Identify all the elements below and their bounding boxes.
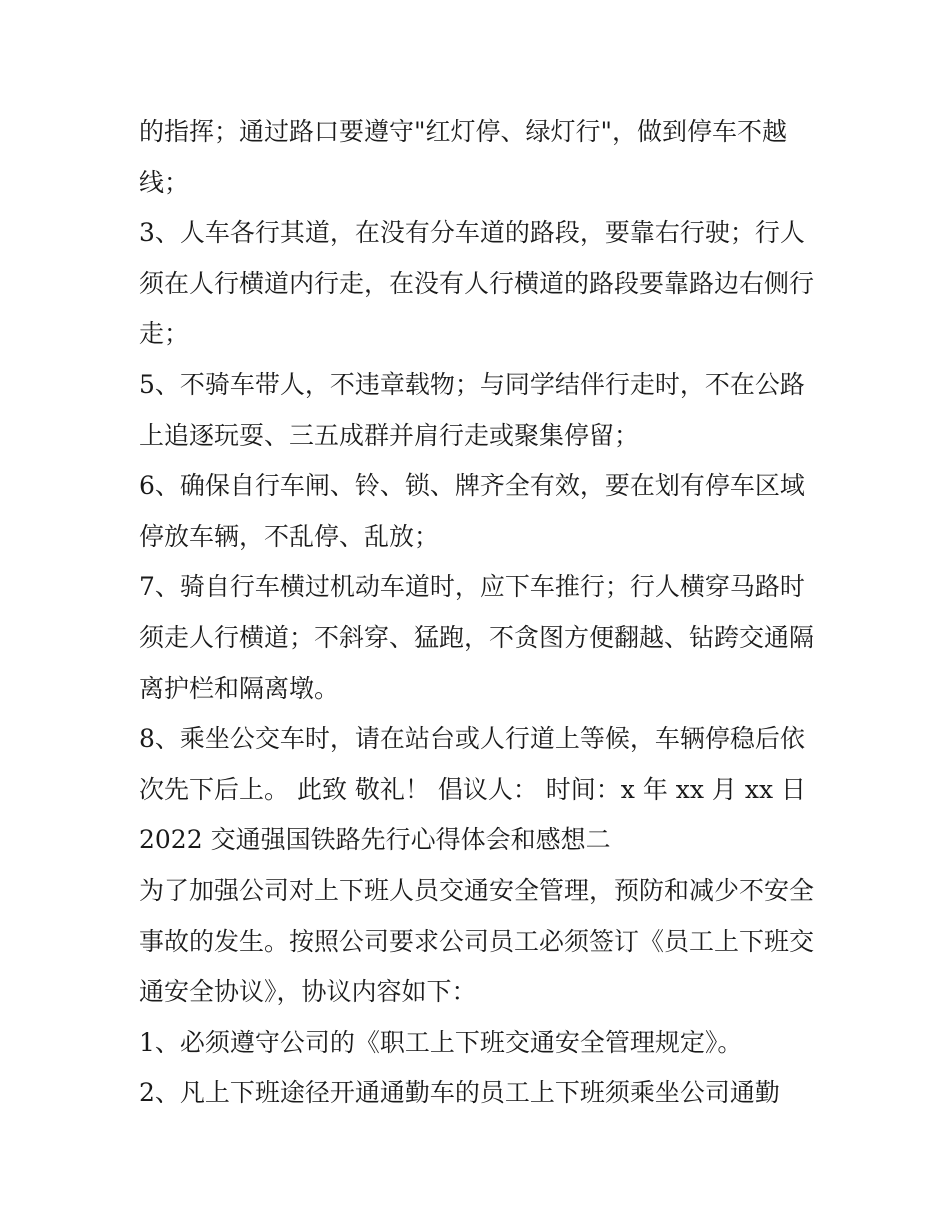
text-line: 上追逐玩耍、三五成群并肩行走或聚集停留；	[139, 420, 640, 450]
text-line: 8、乘坐公交车时，请在站台或人行道上等候，车辆停稳后依	[139, 724, 805, 754]
text-line: 停放车辆，不乱停、乱放；	[139, 521, 440, 551]
text-line: 5、不骑车带人，不违章载物；与同学结伴行走时，不在公路	[139, 369, 805, 399]
text-line: 须走人行横道；不斜穿、猛跑，不贪图方便翻越、钻跨交通隔	[139, 622, 815, 652]
text-line: 次先下后上。 此致 敬礼！ 倡议人： 时间：x 年 xx 月 xx 日	[139, 774, 807, 804]
text-line: 线；	[139, 167, 190, 197]
text-line: 须在人行横道内行走，在没有人行横道的路段要靠路边右侧行	[139, 268, 815, 298]
text-line: 2、凡上下班途径开通通勤车的员工上下班须乘坐公司通勤	[139, 1078, 780, 1108]
text-line: 1、必须遵守公司的《职工上下班交通安全管理规定》。	[139, 1027, 743, 1057]
text-line: 的指挥；通过路口要遵守"红灯停、绿灯行"，做到停车不越	[139, 117, 788, 146]
text-line: 为了加强公司对上下班人员交通安全管理，预防和减少不安全	[139, 875, 815, 905]
document-body	[139, 107, 819, 1119]
section-heading: 2022 交通强国铁路先行心得体会和感想二	[139, 825, 611, 855]
text-line: 6、确保自行车闸、铃、锁、牌齐全有效，要在划有停车区域	[139, 471, 805, 501]
text-line: 3、人车各行其道，在没有分车道的路段，要靠右行驶；行人	[139, 218, 805, 248]
text-line: 通安全协议》，协议内容如下：	[139, 977, 477, 1007]
text-line: 事故的发生。按照公司要求公司员工必须签订《员工上下班交	[139, 926, 815, 956]
text-line: 7、骑自行车横过机动车道时，应下车推行；行人横穿马路时	[139, 572, 805, 602]
text-line: 离护栏和隔离墩。	[139, 673, 340, 703]
text-line: 走；	[139, 319, 190, 349]
